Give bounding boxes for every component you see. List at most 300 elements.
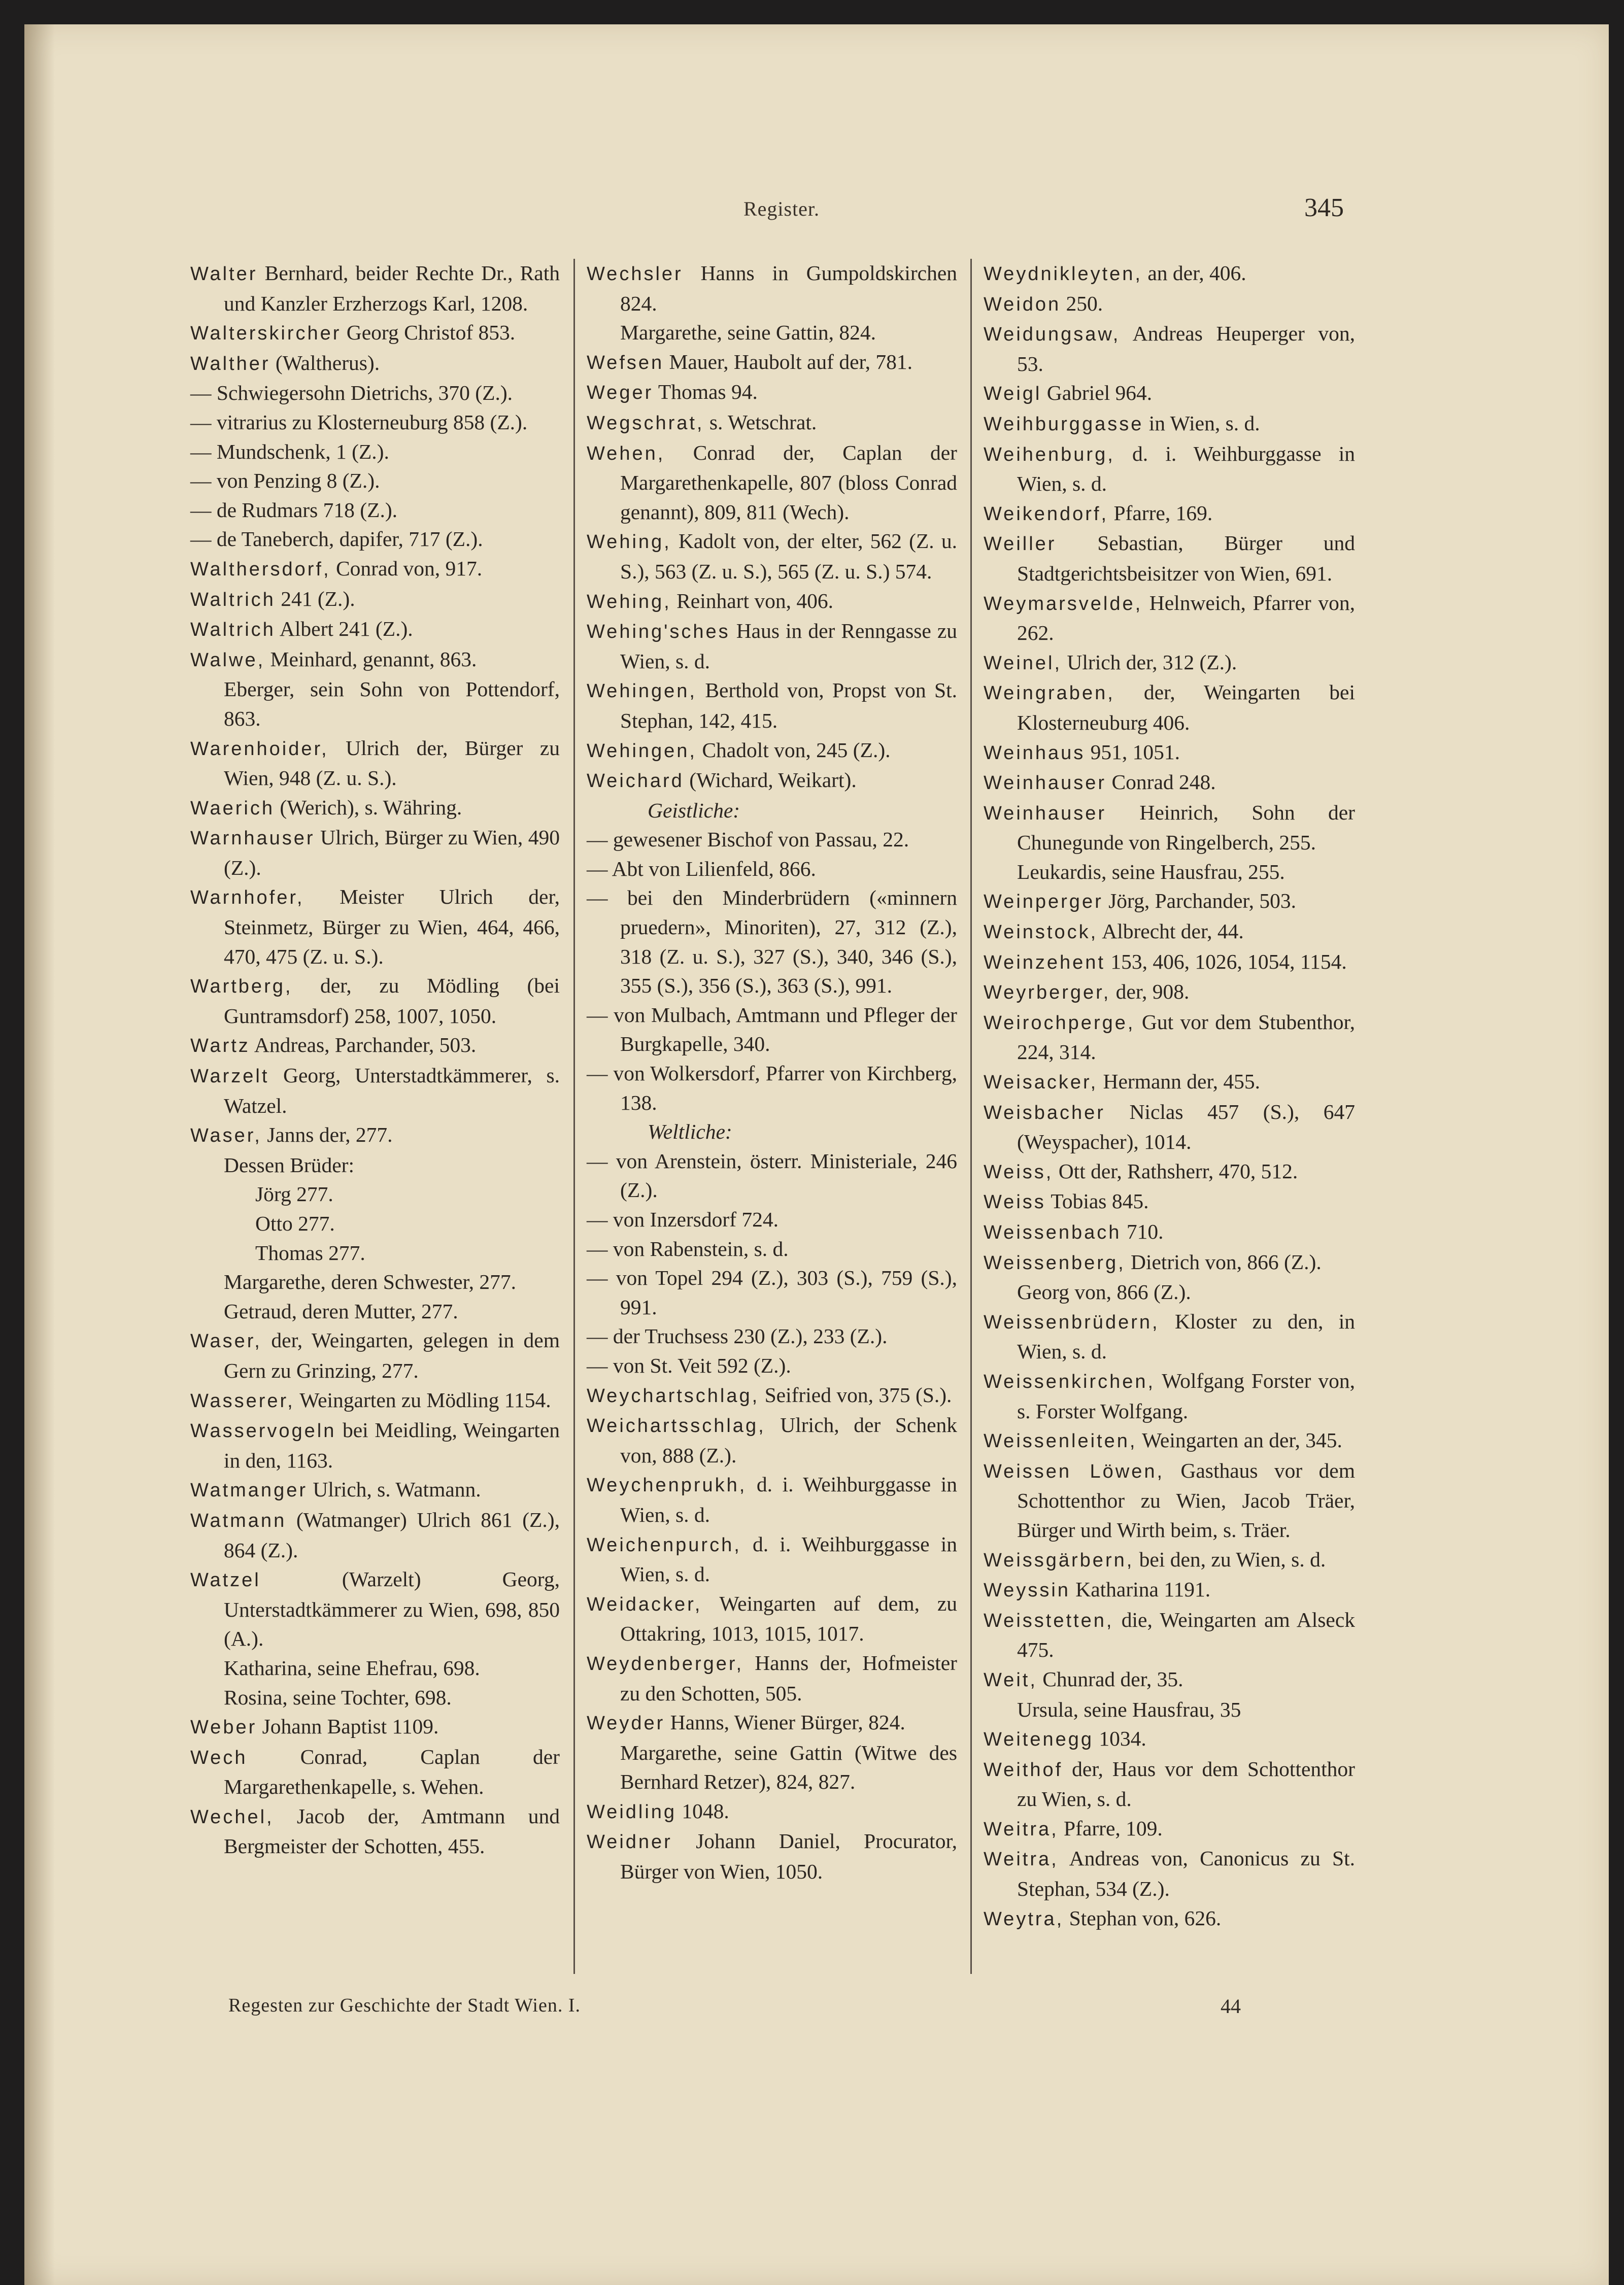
index-entry-text: d. i. Weihburggasse in Wien, s. d.: [620, 1473, 957, 1526]
index-entry-text: Jörg, Parchander, 503.: [1103, 889, 1296, 913]
index-entry: [984, 1575, 1355, 1606]
index-entry-text: Pfarre, 109.: [1058, 1816, 1163, 1840]
index-entry-text: Meister Ulrich der, Steinmetz, Bürger zu Wien, 464, 466, 470, 475 (Z. u. S.).: [224, 885, 560, 968]
index-entry: [190, 1386, 560, 1416]
index-entry-text: s. Wetschrat.: [704, 410, 817, 434]
index-headword: Weinzehent: [984, 951, 1105, 973]
index-entry: [190, 259, 560, 318]
index-entry: [587, 883, 957, 1000]
index-entry: [587, 348, 957, 378]
index-headword: Walther: [190, 353, 270, 374]
index-headword: Wasservogeln: [190, 1420, 336, 1442]
index-entry: [190, 1120, 560, 1151]
index-entry-text: Weingarten zu Mödling 1154.: [294, 1388, 551, 1412]
index-headword: Walter: [190, 263, 258, 285]
index-entry-text: — von Inzersdorf 724.: [587, 1208, 779, 1231]
index-headword: Weger: [587, 382, 654, 404]
index-entry-text: Eberger, sein Sohn von Pottendorf, 863.: [224, 677, 560, 730]
index-entry: [190, 349, 560, 379]
index-section-label: [587, 1117, 957, 1147]
index-entry-text: — von Topel 294 (Z.), 303 (S.), 759 (S.), 991.: [587, 1266, 957, 1319]
index-entry-text: Margarethe, deren Schwester, 277.: [224, 1270, 517, 1294]
index-headword: Weissen Löwen,: [984, 1460, 1165, 1482]
running-header: Register.: [743, 197, 820, 220]
index-entry-text: — bei den Minderbrüdern («minnern pruedern», Minoriten), 27, 312 (Z.), 318 (Z. u. S.), 327 (S.), 340, 346 (S.), 355 (S.), 356 (S.), 363 (S.), 991.: [587, 886, 957, 998]
index-entry-text: Bernhard, beider Rechte Dr., Rath und Kanzler Erzherzogs Karl, 1208.: [224, 261, 560, 315]
index-column-3: [984, 259, 1355, 1934]
index-headword: Weinhauser: [984, 772, 1107, 794]
index-entry: [190, 1031, 560, 1061]
index-headword: Wegschrat,: [587, 412, 704, 434]
index-entry-text: Georg von, 866 (Z.).: [1017, 1280, 1191, 1304]
index-entry: [190, 585, 560, 615]
index-entry-text: Gasthaus vor dem Schottenthor zu Wien, Jacob Träer, Bürger und Wirth beim, s. Träer.: [1017, 1458, 1355, 1542]
index-entry: [190, 882, 560, 971]
index-entry-text: Hanns, Wiener Bürger, 824.: [665, 1711, 905, 1734]
index-entry-text: (Werich), s. Währing.: [274, 795, 462, 819]
index-headword: Watmann: [190, 1510, 287, 1531]
index-entry: [190, 1180, 560, 1209]
index-entry-text: — von Penzing 8 (Z.).: [190, 469, 380, 493]
index-entry: [984, 259, 1355, 289]
index-entry-text: Rosina, seine Tochter, 698.: [224, 1685, 452, 1709]
index-headword: Weymarsvelde,: [984, 593, 1143, 615]
index-headword: Weihenburg,: [984, 444, 1115, 465]
index-entry-text: Hermann der, 455.: [1098, 1070, 1261, 1094]
index-entry: [587, 1001, 957, 1059]
index-entry-text: — de Rudmars 718 (Z.).: [190, 498, 398, 522]
index-entry: [587, 1708, 957, 1738]
index-entry-text: 250.: [1061, 291, 1103, 315]
index-entry: [984, 1187, 1355, 1217]
index-entry: [984, 1098, 1355, 1157]
index-headword: Weissenbrüdern,: [984, 1311, 1160, 1333]
index-entry: [587, 1827, 957, 1886]
index-headword: Weytra,: [984, 1908, 1064, 1930]
index-headword: Wech: [190, 1747, 248, 1768]
index-headword: Watmanger: [190, 1480, 308, 1502]
index-headword: Walthersdorf,: [190, 558, 331, 580]
index-entry: [984, 439, 1355, 499]
index-entry: [587, 259, 957, 318]
index-entry-text: Conrad, Caplan der Margarethenkapelle, s. Wehen.: [224, 1745, 560, 1799]
index-headword: Weinstock,: [984, 922, 1098, 943]
index-entry-text: — Mundschenk, 1 (Z.).: [190, 439, 389, 463]
index-entry: [587, 1470, 957, 1529]
index-entry: [984, 1724, 1355, 1755]
index-entry-text: Jörg 277.: [255, 1182, 333, 1206]
index-entry: [984, 529, 1355, 588]
index-entry-text: Dessen Brüder:: [224, 1153, 355, 1177]
index-entry-text: Geistliche:: [648, 798, 740, 822]
index-entry-text: Andreas Heuperger von, 53.: [1017, 322, 1355, 376]
index-entry: [984, 648, 1355, 678]
index-entry: [984, 858, 1355, 887]
index-headword: Weidon: [984, 293, 1061, 315]
index-entry-text: der, Weingarten bei Klosterneuburg 406.: [1017, 680, 1355, 734]
index-headword: Wartberg,: [190, 976, 293, 998]
index-entry: [587, 1738, 957, 1797]
index-entry: [984, 1904, 1355, 1934]
index-entry: [587, 1411, 957, 1470]
index-entry: [587, 1059, 957, 1117]
index-entry-text: d. i. Weihburggasse in Wien, s. d.: [620, 1532, 957, 1586]
index-entry: [984, 1606, 1355, 1665]
page-spine-shadow: [24, 24, 55, 2285]
index-entry-text: bei den, zu Wien, s. d.: [1134, 1547, 1326, 1571]
index-entry: [984, 1157, 1355, 1187]
index-entry-text: Johann Daniel, Procurator, Bürger von Wien, 1050.: [620, 1829, 957, 1884]
index-entry-text: Weingarten auf dem, zu Ottakring, 1013, 1015, 1017.: [620, 1591, 957, 1646]
index-entry: [984, 1426, 1355, 1456]
index-entry-text: Berthold von, Propst von St. Stephan, 142, 415.: [620, 678, 957, 732]
index-entry: [587, 378, 957, 408]
index-headword: Weychenprukh,: [587, 1475, 747, 1496]
index-headword: Wehing'sches: [587, 621, 730, 643]
index-headword: Weidacker,: [587, 1593, 702, 1615]
index-entry-text: Andreas von, Canonicus zu St. Stephan, 534 (Z.).: [1017, 1847, 1355, 1901]
index-entry-text: Ulrich, s. Watmann.: [308, 1478, 481, 1502]
index-entry-text: Georg, Unterstadtkämmerer, s. Watzel.: [224, 1064, 560, 1117]
index-headword: Warnhofer,: [190, 887, 304, 909]
index-entry: [984, 1008, 1355, 1067]
index-entry: [190, 1326, 560, 1385]
index-headword: Weitenegg: [984, 1729, 1094, 1751]
index-headword: Warnhauser: [190, 828, 315, 849]
index-entry: [190, 1297, 560, 1326]
index-headword: Waser,: [190, 1331, 262, 1352]
index-entry: [587, 408, 957, 438]
index-entry: [984, 768, 1355, 798]
index-entry-text: — der Truchsess 230 (Z.), 233 (Z.).: [587, 1324, 888, 1348]
index-entry: [190, 318, 560, 349]
index-entry: [984, 1307, 1355, 1367]
index-entry-text: Weingarten an der, 345.: [1137, 1428, 1342, 1452]
index-entry-text: (Warzelt) Georg, Unterstadtkämmerer zu Wien, 698, 850 (A.).: [224, 1567, 560, 1651]
index-entry: [587, 855, 957, 884]
index-headword: Warenhoider,: [190, 738, 329, 760]
index-entry-text: — de Taneberch, dapifer, 717 (Z.).: [190, 527, 483, 551]
index-headword: Weingraben,: [984, 683, 1115, 704]
index-headword: Wehingen,: [587, 680, 697, 702]
index-headword: Weber: [190, 1717, 257, 1738]
index-entry-text: Weltliche:: [648, 1120, 732, 1144]
index-entry: [587, 1649, 957, 1708]
index-entry-text: — von St. Veit 592 (Z.).: [587, 1353, 791, 1377]
index-entry: [190, 408, 560, 437]
index-entry-text: Dietrich von, 866 (Z.).: [1125, 1250, 1322, 1274]
index-entry-text: 153, 406, 1026, 1054, 1154.: [1105, 949, 1347, 973]
page-number: 345: [1304, 193, 1344, 222]
index-entry-text: (Wichard, Weikart).: [684, 768, 857, 792]
index-entry-text: Niclas 457 (S.), 647 (Weyspacher), 1014.: [1017, 1100, 1355, 1154]
index-entry-text: Mauer, Haubolt auf der, 781.: [664, 350, 913, 373]
index-entry: [190, 1802, 560, 1861]
index-entry: [587, 766, 957, 796]
index-entry-text: Margarethe, seine Gattin, 824.: [620, 321, 876, 345]
index-headword: Wartz: [190, 1035, 250, 1057]
index-entry-text: der, zu Mödling (bei Guntramsdorf) 258, 1007, 1050.: [224, 974, 560, 1028]
index-headword: Weyder: [587, 1713, 665, 1734]
index-headword: Weigl: [984, 383, 1042, 405]
index-entry: [190, 554, 560, 585]
index-entry: [587, 736, 957, 766]
index-headword: Weissenberg,: [984, 1252, 1126, 1274]
index-entry-text: Heinrich, Sohn der Chunegunde von Ringelberch, 255.: [1017, 800, 1355, 855]
index-entry: [190, 1268, 560, 1297]
index-entry-text: Seifried von, 375 (S.).: [759, 1383, 952, 1407]
index-headword: Waerich: [190, 797, 275, 819]
index-entry-text: Ulrich, der Schenk von, 888 (Z.).: [620, 1413, 957, 1467]
column-rule: [573, 259, 575, 1974]
index-entry: [984, 589, 1355, 648]
index-entry-text: der, 908.: [1110, 980, 1190, 1004]
index-entry-text: — Schwiegersohn Dietrichs, 370 (Z.).: [190, 381, 513, 405]
index-entry: [984, 499, 1355, 529]
index-entry: [587, 527, 957, 586]
index-entry: [984, 1248, 1355, 1278]
index-entry-text: an der, 406.: [1142, 261, 1246, 285]
index-column-1: [190, 259, 560, 1861]
index-entry-text: Albrecht der, 44.: [1098, 919, 1244, 943]
index-headword: Weikendorf,: [984, 503, 1109, 525]
index-entry-text: Thomas 94.: [653, 380, 758, 404]
index-entry-text: Thomas 277.: [255, 1241, 365, 1265]
index-headword: Weidling: [587, 1801, 677, 1823]
index-entry-text: Jacob der, Amtmann und Bergmeister der Schotten, 455.: [224, 1804, 560, 1858]
index-headword: Wechsler: [587, 263, 683, 285]
index-entry-text: die, Weingarten am Alseck 475.: [1017, 1608, 1355, 1662]
index-entry-text: — Abt von Lilienfeld, 866.: [587, 857, 816, 880]
index-entry: [190, 615, 560, 645]
index-entry-text: Helnweich, Pfarrer von, 262.: [1017, 591, 1355, 645]
index-entry-text: Katharina, seine Ehefrau, 698.: [224, 1656, 480, 1680]
index-entry: [190, 1683, 560, 1713]
index-headword: Weinhauser: [984, 802, 1107, 824]
index-entry: [190, 1565, 560, 1654]
index-entry: [190, 1654, 560, 1683]
index-entry: [984, 319, 1355, 379]
index-entry: [587, 825, 957, 855]
index-entry-text: Conrad von, 917.: [330, 556, 483, 580]
index-entry: [190, 1151, 560, 1180]
index-entry-text: Sebastian, Bürger und Stadtgerichtsbeisitzer von Wien, 691.: [1017, 531, 1355, 585]
index-entry-text: der, Weingarten, gelegen in dem Gern zu Grinzing, 277.: [224, 1328, 560, 1382]
index-headword: Weiss,: [984, 1161, 1054, 1183]
index-headword: Weyrberger,: [984, 982, 1111, 1004]
index-headword: Wehen,: [587, 442, 665, 464]
index-headword: Weitra,: [984, 1849, 1059, 1870]
index-entry-text: Ulrich, Bürger zu Wien, 490 (Z.).: [224, 826, 560, 879]
index-entry: [587, 1235, 957, 1264]
index-headword: Warzelt: [190, 1066, 269, 1087]
index-entry-text: Ott der, Rathsherr, 470, 512.: [1053, 1159, 1298, 1183]
index-entry: [984, 1278, 1355, 1307]
index-entry: [190, 466, 560, 496]
index-entry-text: in Wien, s. d.: [1143, 411, 1260, 435]
index-headword: Weissenbach: [984, 1222, 1122, 1243]
index-entry: [190, 645, 560, 675]
index-headword: Waser,: [190, 1125, 262, 1147]
index-entry-text: Leukardis, seine Hausfrau, 255.: [1017, 860, 1285, 883]
index-entry: [587, 1381, 957, 1411]
index-entry: [587, 438, 957, 527]
footer-title: Regesten zur Geschichte der Stadt Wien. I.: [228, 1995, 581, 2016]
index-entry: [190, 1209, 560, 1239]
index-headword: Weichenpurch,: [587, 1534, 741, 1556]
index-entry: [190, 1506, 560, 1565]
index-entry-text: Gabriel 964.: [1041, 381, 1153, 405]
index-entry: [587, 318, 957, 348]
index-headword: Weydenberger,: [587, 1653, 744, 1675]
index-column-2: [587, 259, 957, 1887]
index-entry-text: 1048.: [676, 1799, 729, 1823]
index-entry-text: Ursula, seine Hausfrau, 35: [1017, 1697, 1241, 1721]
index-entry-text: 951, 1051.: [1085, 740, 1180, 764]
index-headword: Weithof: [984, 1759, 1063, 1781]
index-headword: Weitra,: [984, 1818, 1059, 1840]
index-entry: [190, 1712, 560, 1743]
index-entry: [190, 1416, 560, 1475]
index-entry: [984, 409, 1355, 439]
index-entry-text: d. i. Weihburggasse in Wien, s. d.: [1017, 441, 1355, 496]
index-headword: Weichartsschlag,: [587, 1415, 766, 1437]
index-entry-text: der, Haus vor dem Schottenthor zu Wien, s. d.: [1017, 1757, 1355, 1811]
index-entry: [587, 1205, 957, 1235]
index-entry: [984, 738, 1355, 768]
index-headword: Weidner: [587, 1831, 672, 1853]
index-entry-text: Johann Baptist 1109.: [257, 1715, 439, 1738]
index-entry: [984, 798, 1355, 858]
index-entry: [984, 1067, 1355, 1098]
index-headword: Weissenkirchen,: [984, 1371, 1156, 1392]
index-entry-text: — vitrarius zu Klosterneuburg 858 (Z.).: [190, 410, 528, 434]
index-entry: [587, 1797, 957, 1827]
index-entry: [190, 1743, 560, 1802]
index-headword: Wehingen,: [587, 740, 697, 762]
index-headword: Watzel: [190, 1570, 261, 1591]
index-headword: Wasserer,: [190, 1390, 295, 1412]
index-entry-text: 241 (Z.).: [275, 587, 355, 610]
index-entry-text: — von Arenstein, österr. Ministeriale, 246 (Z.).: [587, 1149, 957, 1202]
index-entry: [190, 1061, 560, 1120]
index-entry: [587, 1322, 957, 1351]
index-entry: [984, 1695, 1355, 1725]
index-headword: Waltrich: [190, 619, 276, 641]
index-headword: Walwe,: [190, 649, 265, 671]
index-entry-text: Tobias 845.: [1045, 1189, 1149, 1213]
index-entry: [190, 675, 560, 733]
index-entry-text: Stephan von, 626.: [1064, 1906, 1222, 1930]
index-headword: Waltrich: [190, 589, 276, 610]
index-headword: Weinperger: [984, 891, 1103, 913]
index-entry: [587, 587, 957, 617]
index-entry-text: Janns der, 277.: [261, 1123, 393, 1147]
index-entry: [190, 1475, 560, 1506]
index-headword: Weisacker,: [984, 1072, 1098, 1094]
index-entry: [190, 793, 560, 824]
index-headword: Weiller: [984, 533, 1057, 555]
index-entry-text: — von Mulbach, Amtmann und Pfleger der Burgkapelle, 340.: [587, 1003, 957, 1056]
index-entry: [190, 379, 560, 408]
index-headword: Wehing,: [587, 531, 671, 553]
index-headword: Weiss: [984, 1191, 1046, 1213]
index-headword: Weit,: [984, 1669, 1037, 1691]
index-entry: [984, 1814, 1355, 1845]
index-entry-text: Gut vor dem Stubenthor, 224, 314.: [1017, 1010, 1355, 1064]
index-entry-text: Georg Christof 853.: [341, 321, 516, 345]
index-entry-text: Ulrich der, Bürger zu Wien, 948 (Z. u. S.).: [224, 736, 560, 790]
index-entry: [190, 734, 560, 793]
index-entry: [984, 1755, 1355, 1814]
index-entry: [984, 917, 1355, 947]
index-headword: Weyssin: [984, 1580, 1070, 1601]
signature-mark: 44: [1221, 1995, 1241, 2018]
index-entry-text: Conrad 248.: [1106, 770, 1216, 794]
index-entry-text: Chunrad der, 35.: [1037, 1667, 1183, 1691]
index-entry-text: Kloster zu den, in Wien, s. d.: [1017, 1309, 1355, 1363]
index-entry: [587, 1351, 957, 1381]
index-entry-text: Conrad der, Caplan der Margarethenkapelle, 807 (bloss Conrad genannt), 809, 811 (Wech).: [620, 440, 957, 524]
index-entry: [984, 1844, 1355, 1903]
index-entry-text: Getraud, deren Mutter, 277.: [224, 1299, 458, 1323]
index-entry: [984, 289, 1355, 320]
index-headword: Weihburggasse: [984, 413, 1144, 435]
index-entry-text: (Watmanger) Ulrich 861 (Z.), 864 (Z.).: [224, 1508, 560, 1562]
index-entry: [587, 1530, 957, 1589]
index-entry: [190, 437, 560, 467]
index-headword: Wechel,: [190, 1806, 274, 1828]
index-headword: Weissenleiten,: [984, 1430, 1137, 1452]
index-entry-text: Andreas, Parchander, 503.: [250, 1033, 477, 1057]
index-headword: Wehing,: [587, 591, 671, 612]
index-entry-text: Albert 241 (Z.).: [275, 617, 413, 641]
index-entry-text: 1034.: [1093, 1727, 1146, 1751]
index-entry: [190, 823, 560, 882]
index-entry-text: Ulrich der, 312 (Z.).: [1062, 650, 1237, 674]
index-entry: [984, 886, 1355, 917]
index-entry-text: bei Meidling, Weingarten in den, 1163.: [224, 1418, 560, 1472]
index-headword: Walterskircher: [190, 323, 342, 345]
index-headword: Weichard: [587, 770, 684, 792]
index-entry: [984, 379, 1355, 409]
index-entry: [984, 1217, 1355, 1248]
index-entry: [587, 676, 957, 735]
index-entry-text: Reinhart von, 406.: [671, 589, 833, 612]
index-entry: [984, 678, 1355, 737]
index-headword: Weinhaus: [984, 742, 1086, 764]
index-headword: Weinel,: [984, 652, 1062, 674]
index-entry: [587, 1147, 957, 1205]
index-entry-text: — gewesener Bischof von Passau, 22.: [587, 828, 909, 851]
index-section-label: [587, 796, 957, 826]
index-entry: [984, 947, 1355, 978]
index-entry: [190, 525, 560, 554]
index-entry-text: Margarethe, seine Gattin (Witwe des Bernhard Retzer), 824, 827.: [620, 1741, 957, 1794]
index-entry-text: Katharina 1191.: [1070, 1578, 1211, 1601]
index-headword: Weydnikleyten,: [984, 263, 1142, 285]
index-entry-text: Haus in der Renngasse zu Wien, s. d.: [620, 619, 957, 673]
index-entry: [984, 1456, 1355, 1545]
index-headword: Weirochperge,: [984, 1012, 1135, 1034]
index-entry: [587, 1589, 957, 1649]
index-entry-text: 710.: [1121, 1220, 1164, 1243]
index-entry-text: (Waltherus).: [270, 351, 380, 374]
index-entry-text: Chadolt von, 245 (Z.).: [696, 738, 891, 762]
index-headword: Weychartschlag,: [587, 1385, 760, 1407]
index-entry: [984, 1367, 1355, 1426]
index-entry: [984, 1665, 1355, 1695]
